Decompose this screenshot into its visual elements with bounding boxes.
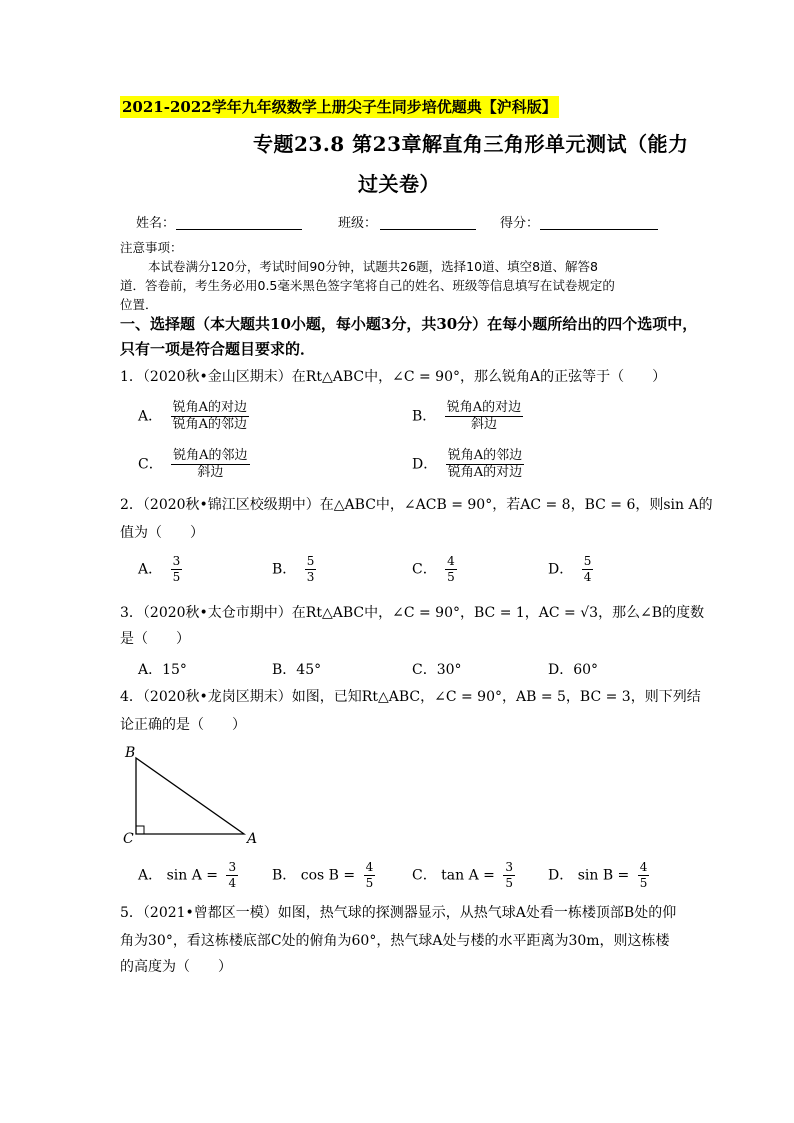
question-5-stem: 的高度为（ ） xyxy=(120,959,232,975)
right-angle-mark xyxy=(136,826,144,834)
notes-heading: 注意事项： xyxy=(120,240,183,255)
section-heading: 一、选择题（本大题共10小题，每小题3分，共30分）在每小题所给出的四个选项中， xyxy=(120,315,698,333)
q4-option-a[interactable] xyxy=(138,860,238,891)
fraction-denominator: 斜边 xyxy=(197,465,224,480)
option-expression: tan A = xyxy=(441,867,495,884)
option-label: D． xyxy=(412,456,438,473)
question-2-stem: 2．（2020秋•锦江区校级期中）在△ABC中，∠ACB = 90°，若AC = 8，BC = 6，则sin A的 xyxy=(120,497,713,513)
notes-line: 本试卷满分120分，考试时间90分钟，试题共26题，选择10道、填空8道、解答8 xyxy=(148,259,598,274)
fraction-denominator: 斜边 xyxy=(470,417,497,432)
question-5-stem: 5．（2021•曾都区一模）如图，热气球的探测器显示，从热气球A处看一栋楼顶部B处的仰 xyxy=(120,905,677,921)
name-field[interactable] xyxy=(176,229,302,230)
name-label: 姓名： xyxy=(136,216,176,231)
fraction-denominator: 锐角A的对边 xyxy=(447,465,523,480)
option-label: A． xyxy=(138,408,163,425)
q1-option-c[interactable] xyxy=(138,448,250,481)
fraction-numerator: 4 xyxy=(447,554,455,568)
fraction-numerator: 3 xyxy=(228,860,237,874)
fraction-numerator: 锐角A的对边 xyxy=(172,400,247,415)
fraction-numerator: 锐角A的邻边 xyxy=(447,448,523,463)
option-label: A． xyxy=(138,867,163,884)
question-2-stem: 值为（ ） xyxy=(120,525,204,541)
fraction-denominator: 4 xyxy=(228,876,237,890)
q2-option-b[interactable] xyxy=(272,554,316,585)
right-triangle-figure xyxy=(118,742,268,852)
score-label: 得分： xyxy=(500,216,540,231)
q1-option-d[interactable] xyxy=(412,448,524,481)
q3-option-d[interactable]: D．60° xyxy=(548,662,599,678)
notes-line: 道．答卷前，考生务必用0.5毫米黑色签字笔将自己的姓名、班级等信息填写在试卷规定的 xyxy=(120,278,615,293)
q2-option-d[interactable] xyxy=(548,554,593,585)
q3-option-c[interactable]: C．30° xyxy=(412,662,462,678)
triangle-abc xyxy=(136,758,244,834)
question-4-stem: 4．（2020秋•龙岗区期末）如图，已知Rt△ABC，∠C = 90°，AB = 5，BC = 3，则下列结 xyxy=(120,689,701,705)
class-field[interactable] xyxy=(380,229,476,230)
vertex-label-b: B xyxy=(125,745,136,761)
q1-option-a[interactable] xyxy=(138,400,249,433)
q4-option-c[interactable] xyxy=(412,860,515,891)
fraction-denominator: 5 xyxy=(365,876,374,890)
page-title-line1: 专题23.8 第23章解直角三角形单元测试（能力 xyxy=(253,132,689,156)
class-label: 班级： xyxy=(338,216,378,231)
question-3-stem: 是（ ） xyxy=(120,631,190,647)
q3-option-b[interactable]: B．45° xyxy=(272,662,322,678)
vertex-label-c: C xyxy=(123,831,134,847)
option-expression: sin B = xyxy=(577,867,630,884)
score-field[interactable] xyxy=(540,229,658,230)
fraction-numerator: 4 xyxy=(639,860,648,874)
option-label: D． xyxy=(548,867,574,884)
notes-line: 位置． xyxy=(120,297,158,312)
fraction-numerator: 3 xyxy=(505,860,513,874)
option-expression: sin A = xyxy=(166,867,218,884)
question-3-stem: 3．（2020秋•太仓市期中）在Rt△ABC中，∠C = 90°，BC = 1，AC = √3，那么∠B的度数 xyxy=(120,605,705,621)
option-label: B． xyxy=(412,408,437,425)
fraction-numerator: 5 xyxy=(306,554,315,568)
q3-option-a[interactable]: A．15° xyxy=(138,662,187,678)
option-label: A． xyxy=(138,561,163,578)
question-5-stem: 角为30°，看这栋楼底部C处的俯角为60°，热气球A处与楼的水平距离为30m，则这栋楼 xyxy=(120,933,670,949)
q2-option-c[interactable] xyxy=(412,554,457,585)
fraction-denominator: 5 xyxy=(447,570,455,584)
option-label: C． xyxy=(412,561,437,578)
page-title-line2: 过关卷） xyxy=(358,172,440,196)
series-title: 2021-2022学年九年级数学上册尖子生同步培优题典【沪科版】 xyxy=(122,98,557,116)
section-heading: 只有一项是符合题目要求的． xyxy=(120,340,316,358)
option-label: B． xyxy=(272,561,297,578)
question-1-stem: 1．（2020秋•金山区期末）在Rt△ABC中，∠C = 90°，那么锐角A的正弦等于（ ） xyxy=(120,369,667,385)
fraction-numerator: 4 xyxy=(365,860,374,874)
q4-option-b[interactable] xyxy=(272,860,375,891)
option-label: B． xyxy=(272,867,297,884)
q1-option-b[interactable] xyxy=(412,400,523,433)
fraction-numerator: 3 xyxy=(172,554,181,568)
option-expression: cos B = xyxy=(300,867,356,884)
fraction-numerator: 5 xyxy=(583,554,592,568)
vertex-label-a: A xyxy=(247,831,258,847)
q2-option-a[interactable] xyxy=(138,554,182,585)
fraction-denominator: 5 xyxy=(639,876,648,890)
option-label: C． xyxy=(412,867,437,884)
fraction-denominator: 5 xyxy=(172,570,181,584)
fraction-numerator: 锐角A的对边 xyxy=(446,400,522,415)
question-4-stem: 论正确的是（ ） xyxy=(120,717,246,733)
fraction-denominator: 锐角A的邻边 xyxy=(172,417,247,432)
fraction-denominator: 4 xyxy=(583,570,592,584)
option-label: D． xyxy=(548,561,574,578)
q4-option-d[interactable] xyxy=(548,860,649,891)
fraction-denominator: 5 xyxy=(505,876,513,890)
fraction-numerator: 锐角A的邻边 xyxy=(173,448,248,463)
fraction-denominator: 3 xyxy=(306,570,315,584)
option-label: C． xyxy=(138,456,163,473)
